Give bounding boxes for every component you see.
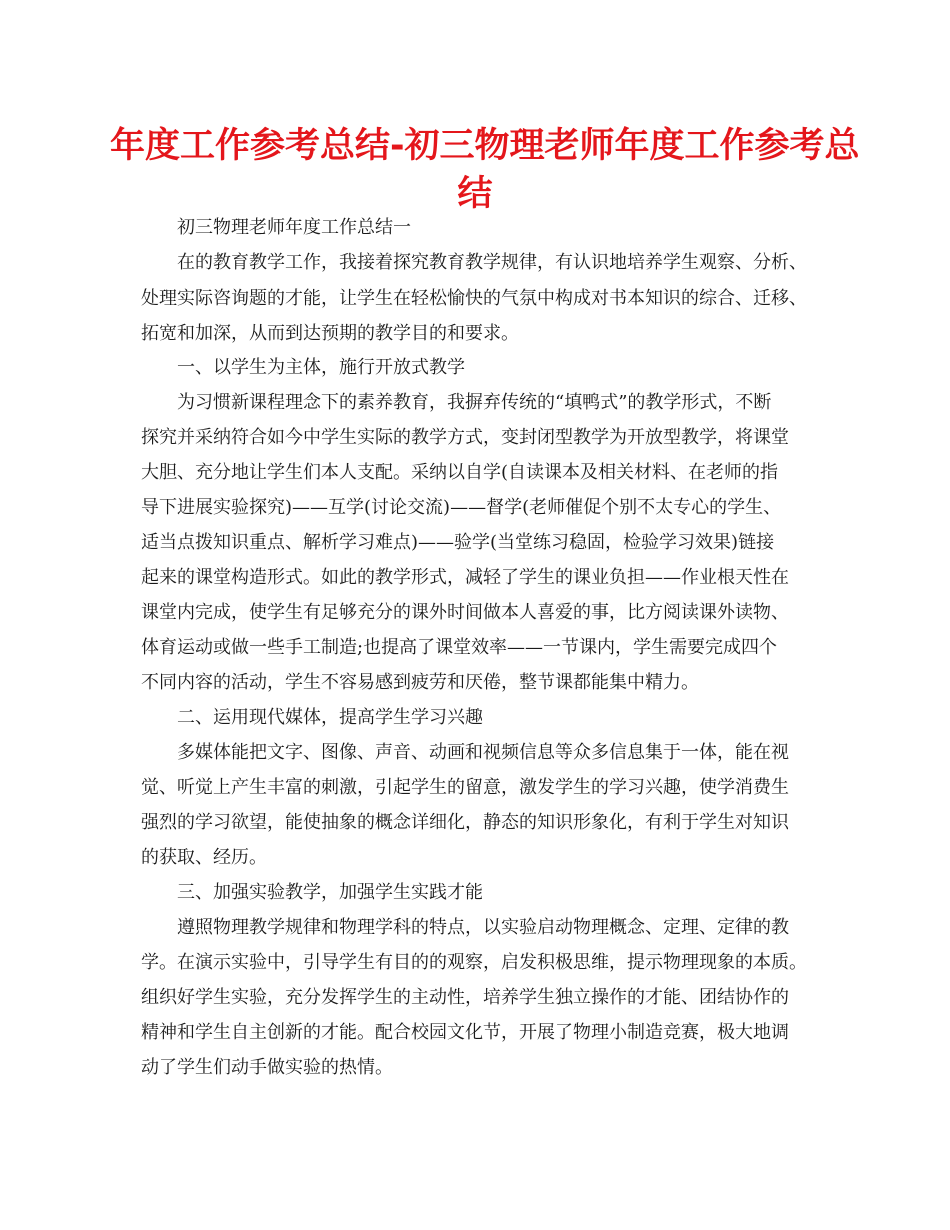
paragraph-line: 精神和学生自主创新的才能。配合校园文化节，开展了物理小制造竞赛，极大地调 [141,1022,789,1043]
section-heading: 三、加强实验教学，加强学生实践才能 [177,882,483,903]
paragraph-line: 起来的课堂构造形式。如此的教学形式，减轻了学生的课业负担——作业根天性在 [141,567,789,588]
paragraph-line: 探究并采纳符合如今中学生实际的教学方式，变封闭型教学为开放型教学，将课堂 [141,427,789,448]
document-title-line-1: 年度工作参考总结-初三物理老师年度工作参考总 [110,126,860,166]
document-title-line-2: 结 [457,174,493,214]
paragraph-line: 强烈的学习欲望，能使抽象的概念详细化，静态的知识形象化，有利于学生对知识 [141,812,789,833]
paragraph-line: 适当点拨知识重点、解析学习难点)——验学(当堂练习稳固，检验学习效果)链接 [141,532,775,553]
paragraph-line: 组织好学生实验，充分发挥学生的主动性，培养学生独立操作的才能、团结协作的 [141,987,789,1008]
paragraph-line: 大胆、充分地让学生们本人支配。采纳以自学(自读课本及相关材料、在老师的指 [141,462,779,483]
paragraph-line: 为习惯新课程理念下的素养教育，我摒弃传统的“填鸭式”的教学形式，不断 [177,392,772,413]
paragraph-line: 在的教育教学工作，我接着探究教育教学规律，有认识地培养学生观察、分析、 [177,252,807,273]
paragraph-line: 遵照物理教学规律和物理学科的特点，以实验启动物理概念、定理、定律的教 [177,917,789,938]
paragraph-line: 的获取、经历。 [141,847,267,868]
section-heading: 二、运用现代媒体，提高学生学习兴趣 [177,707,483,728]
paragraph-line: 处理实际咨询题的才能，让学生在轻松愉快的气氛中构成对书本知识的综合、迁移、 [141,288,807,309]
paragraph-line: 动了学生们动手做实验的热情。 [141,1057,393,1078]
paragraph-line: 多媒体能把文字、图像、声音、动画和视频信息等众多信息集于一体，能在视 [177,742,789,763]
paragraph-line: 拓宽和加深，从而到达预期的教学目的和要求。 [141,323,519,344]
paragraph-line: 课堂内完成，使学生有足够充分的课外时间做本人喜爱的事，比方阅读课外读物、 [141,602,789,623]
subtitle: 初三物理老师年度工作总结一 [177,217,411,238]
paragraph-line: 学。在演示实验中，引导学生有目的的观察，启发积极思维，提示物理现象的本质。 [141,952,807,973]
paragraph-line: 体育运动或做一些手工制造;也提高了课堂效率——一节课内，学生需要完成四个 [141,637,778,658]
paragraph-line: 觉、听觉上产生丰富的刺激，引起学生的留意，激发学生的学习兴趣，使学消费生 [141,777,789,798]
section-heading: 一、以学生为主体，施行开放式教学 [177,357,465,378]
paragraph-line: 导下进展实验探究)——互学(讨论交流)——督学(老师催促个别不太专心的学生、 [141,497,782,518]
paragraph-line: 不同内容的活动，学生不容易感到疲劳和厌倦，整节课都能集中精力。 [141,672,699,693]
